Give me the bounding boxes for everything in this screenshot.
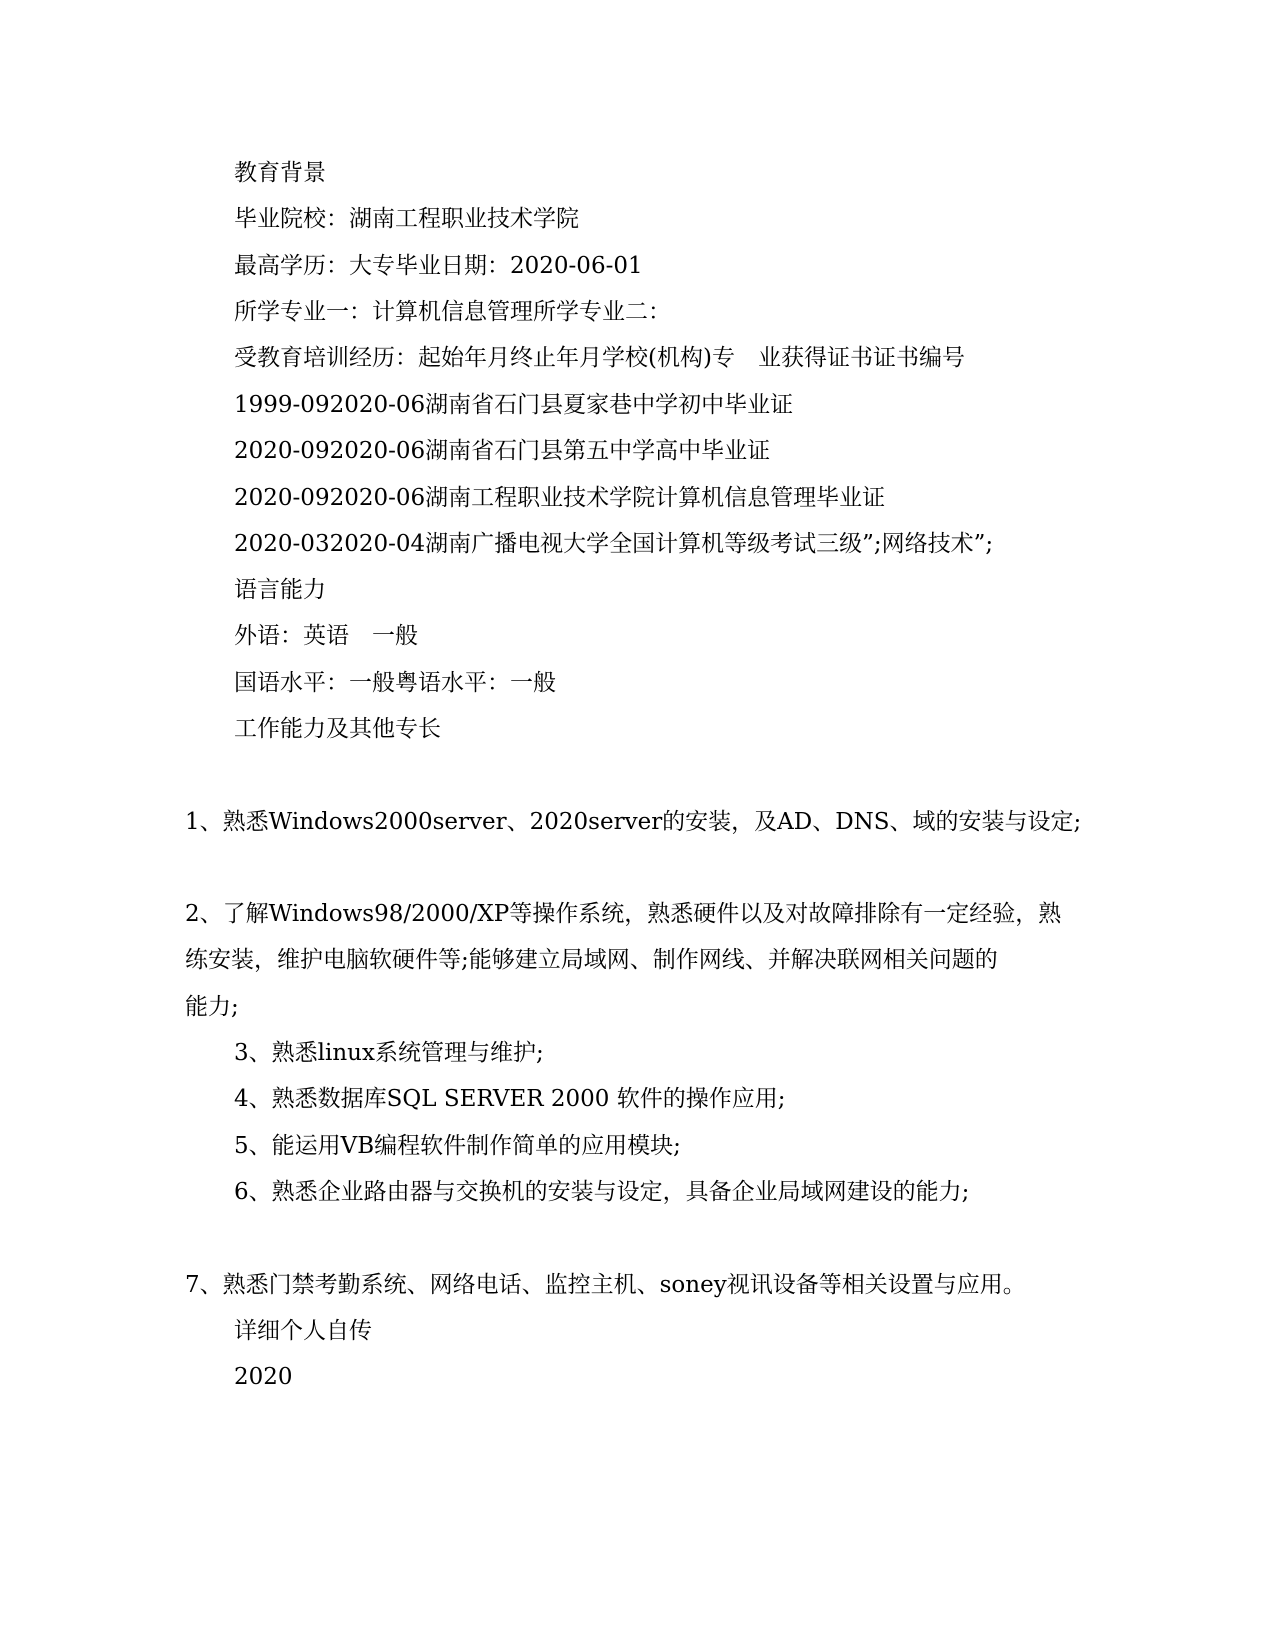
major-line: 所学专业一：计算机信息管理所学专业二：: [234, 299, 671, 325]
education-record: 2020-092020-06湖南省石门县第五中学高中毕业证: [234, 438, 771, 464]
foreign-language-line: 外语：英语 一般: [234, 623, 418, 649]
language-heading: 语言能力: [234, 577, 326, 603]
degree-line: 最高学历：大专毕业日期：2020-06-01: [234, 253, 643, 279]
skills-heading: 工作能力及其他专长: [234, 716, 441, 742]
education-record: 2020-032020-04湖南广播电视大学全国计算机等级考试三级”;网络技术”;: [234, 531, 994, 557]
bio-heading: 详细个人自传: [234, 1318, 372, 1344]
education-record: 1999-092020-06湖南省石门县夏家巷中学初中毕业证: [234, 392, 794, 418]
skill-item-4: 4、熟悉数据库SQL SERVER 2000 软件的操作应用;: [234, 1086, 786, 1112]
school-line: 毕业院校：湖南工程职业技术学院: [234, 206, 579, 232]
bio-year: 2020: [234, 1364, 293, 1390]
education-heading: 教育背景: [234, 160, 326, 186]
skill-item-6: 6、熟悉企业路由器与交换机的安装与设定，具备企业局域网建设的能力;: [234, 1179, 970, 1205]
education-record: 2020-092020-06湖南工程职业技术学院计算机信息管理毕业证: [234, 485, 886, 511]
skill-item-1: 1、熟悉Windows2000server、2020server的安装，及AD、DNS、域的安装与设定;: [185, 809, 1082, 835]
dialect-line: 国语水平：一般粤语水平：一般: [234, 670, 556, 696]
skill-item-3: 3、熟悉linux系统管理与维护;: [234, 1040, 544, 1066]
skill-item-2-line: 能力;: [185, 994, 239, 1020]
training-header: 受教育培训经历：起始年月终止年月学校(机构)专 业获得证书证书编号: [234, 345, 965, 371]
skill-item-2-line: 2、了解Windows98/2000/XP等操作系统，熟悉硬件以及对故障排除有一定经验，熟: [185, 901, 1062, 927]
skill-item-2-line: 练安装，维护电脑软硬件等;能够建立局域网、制作网线、并解决联网相关问题的: [185, 947, 998, 973]
skill-item-5: 5、能运用VB编程软件制作简单的应用模块;: [234, 1133, 681, 1159]
skill-item-7: 7、熟悉门禁考勤系统、网络电话、监控主机、soney视讯设备等相关设置与应用。: [185, 1272, 1026, 1298]
